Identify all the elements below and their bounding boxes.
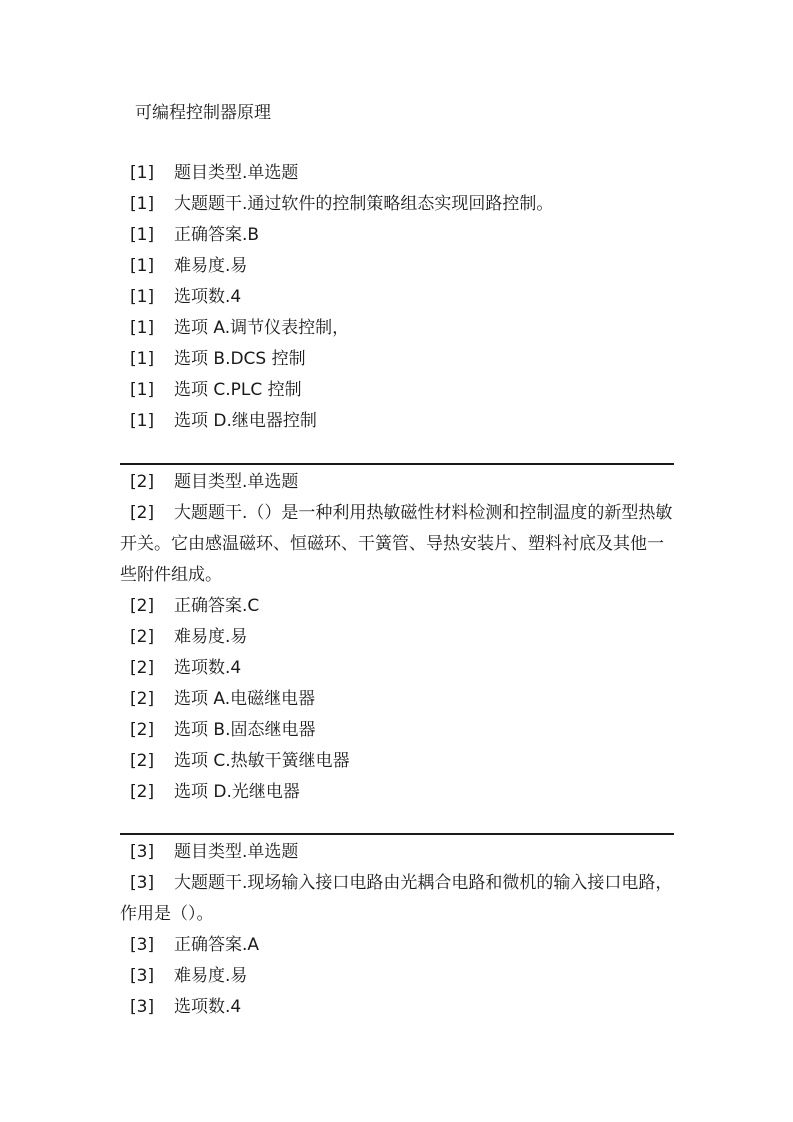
line-text: 正确答案.B: [174, 225, 260, 245]
correct-answer: [120, 591, 675, 622]
option-d: [120, 777, 675, 808]
option-count: [120, 992, 675, 1023]
option-a: [120, 684, 675, 715]
line-text: 难易度.易: [174, 966, 248, 986]
question-number: [3]: [130, 873, 155, 893]
question-number: [1]: [130, 163, 155, 183]
document-title: 可编程控制器原理: [135, 103, 271, 123]
question-number: [2]: [130, 627, 155, 647]
correct-answer: [120, 930, 675, 961]
line-text: 选项数.4: [174, 287, 242, 307]
question-number: [1]: [130, 225, 155, 245]
option-a: [120, 313, 675, 344]
question-number: [1]: [130, 349, 155, 369]
question-number: [1]: [130, 256, 155, 276]
question-number: [1]: [130, 318, 155, 338]
option-b: [120, 715, 675, 746]
option-d: [120, 406, 675, 437]
question-number: [1]: [130, 287, 155, 307]
line-text: 题目类型.单选题: [174, 842, 299, 862]
option-c: [120, 746, 675, 777]
line-text: 选项 A.电磁继电器: [174, 689, 316, 709]
question-block-3: [120, 837, 675, 1023]
line-text: 大题题干.通过软件的控制策略组态实现回路控制。: [174, 194, 554, 214]
line-text: 选项 B.DCS 控制: [174, 349, 306, 369]
correct-answer: [120, 220, 675, 251]
line-text: 选项 B.固态继电器: [174, 720, 316, 740]
question-type: [120, 158, 675, 189]
line-text: 大题题干.现场输入接口电路由光耦合电路和微机的输入接口电路，作用是（）。: [120, 873, 673, 924]
question-number: [2]: [130, 658, 155, 678]
option-c: [120, 375, 675, 406]
line-text: 选项 A.调节仪表控制，: [174, 318, 350, 338]
option-count: [120, 653, 675, 684]
question-type: [120, 467, 675, 498]
difficulty: [120, 961, 675, 992]
question-number: [2]: [130, 720, 155, 740]
difficulty: [120, 251, 675, 282]
question-number: [3]: [130, 935, 155, 955]
question-number: [2]: [130, 472, 155, 492]
question-stem: [120, 189, 675, 220]
line-text: 选项 D.光继电器: [174, 782, 300, 802]
question-number: [3]: [130, 842, 155, 862]
question-number: [2]: [130, 596, 155, 616]
question-number: [2]: [130, 751, 155, 771]
line-text: 题目类型.单选题: [174, 472, 299, 492]
question-number: [1]: [130, 194, 155, 214]
question-number: [2]: [130, 782, 155, 802]
question-block-2: [120, 467, 675, 808]
option-b: [120, 344, 675, 375]
question-number: [3]: [130, 966, 155, 986]
question-number: [1]: [130, 380, 155, 400]
difficulty: [120, 622, 675, 653]
question-number: [3]: [130, 997, 155, 1017]
line-text: 正确答案.A: [174, 935, 260, 955]
question-stem: [120, 868, 675, 930]
line-text: 难易度.易: [174, 256, 248, 276]
line-text: 选项数.4: [174, 997, 242, 1017]
line-text: 正确答案.C: [174, 596, 260, 616]
question-number: [1]: [130, 411, 155, 431]
section-divider: [120, 463, 674, 465]
question-type: [120, 837, 675, 868]
question-number: [2]: [130, 689, 155, 709]
question-number: [2]: [130, 503, 155, 523]
line-text: 选项 D.继电器控制: [174, 411, 317, 431]
section-divider: [120, 833, 674, 835]
line-text: 选项数.4: [174, 658, 242, 678]
line-text: 选项 C.PLC 控制: [174, 380, 302, 400]
line-text: 选项 C.热敏干簧继电器: [174, 751, 350, 771]
line-text: 大题题干.（）是一种利用热敏磁性材料检测和控制温度的新型热敏开关。它由感温磁环、恒磁环、干簧管、导热安装片、塑料衬底及其他一些附件组成。: [120, 503, 673, 585]
line-text: 题目类型.单选题: [174, 163, 299, 183]
question-stem: [120, 498, 675, 591]
question-block-1: [120, 158, 675, 437]
option-count: [120, 282, 675, 313]
line-text: 难易度.易: [174, 627, 248, 647]
